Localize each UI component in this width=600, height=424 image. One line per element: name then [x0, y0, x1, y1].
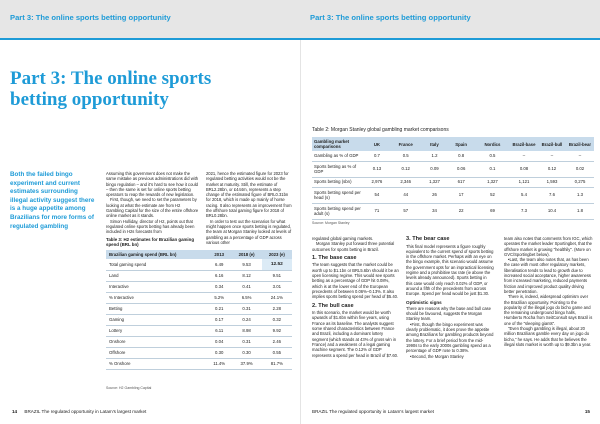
subheading-optimistic: Optimistic signs — [406, 299, 442, 305]
page-title: Part 3: The online sports betting opportunity — [10, 68, 212, 110]
cell: 5.2% — [207, 292, 232, 303]
cell: 9.51 — [262, 270, 292, 281]
cell: 0.8 — [447, 151, 475, 161]
body-column-a — [106, 171, 199, 248]
cell: 7.3 — [510, 203, 538, 219]
cell: 0.13 — [364, 161, 390, 177]
cell: 2,976 — [364, 177, 390, 187]
paragraph: There is, indeed, widespread optimism over the Brazilian opportunity. Pointing to the popularity of the illegal jogo do bicho game and the remaining underground bingo halls, Humberto Rocha from SeitConsult says Brazil is one of the "sleeping giants". — [504, 294, 593, 326]
paragraph: •Last, the team also notes that, as has been the case with most other regulatory markets, liberalisation tends to lead to growth due to increased social acceptance, higher awareness from increased marketing, reduced payments friction and improved product quality driving better penetration. — [504, 257, 592, 294]
table-source: Source: Morgan Stanley — [312, 221, 350, 225]
cell: 24.1% — [262, 292, 292, 303]
column-header: Brazilian gaming spend (BRL bn) — [106, 250, 207, 259]
cell: 22 — [447, 203, 475, 219]
body-column-3 — [504, 236, 594, 347]
paragraph: First, though, we need to set the parameters by looking at what the estimate are from H2 Gambling Capital for the size of the entire offshore online market as it stands. — [106, 197, 199, 219]
row-label: Land — [106, 270, 207, 281]
paragraph: This final model represents a figure roughly equivalent to the current spend of sports betting in the offshore market. Perhaps with an eye on the bingo example, this scenario would assume the government opts for an impractical licensing regime and a prohibitive tax rate (ie above the levels already announced). Sports betting in this case would only reach 0.02% of GDP, or around a fifth of the precedents from across Europe. Spend per head would be just $1.30. — [406, 243, 494, 297]
cell: 1.8 — [566, 203, 594, 219]
cell: 0.5 — [475, 151, 510, 161]
table-title: Table 3: H2 estimates for Brazilian gaming spend (BRL bn) — [106, 236, 194, 248]
paragraph: Simon Holliday, director of H2, points out that regulated online sports betting has already been included in H2s forecasts from — [106, 218, 195, 235]
cell: 34 — [422, 203, 448, 219]
cell: 0.32 — [262, 314, 292, 325]
table-source: Source: H2 Gambling Capital — [106, 386, 152, 390]
row-label: Total gaming spend — [106, 259, 207, 270]
column-header: Italy — [422, 137, 448, 151]
lead-paragraph: Both the failed bingo experiment and current estimates surrounding illegal activity suggest there is a huge appetite among Brazilians for more forms of regulated gambling — [10, 171, 95, 230]
column-header: Gambling market comparisons — [312, 137, 364, 151]
subheading-bull-case: 2. The bull case — [312, 302, 354, 309]
cell: 0.5 — [390, 151, 422, 161]
table-row — [312, 177, 594, 187]
paragraph: regulated global gaming markets. — [312, 236, 374, 241]
cell: 0.41 — [231, 281, 261, 292]
paragraph: There are reasons why the base and bull case should be favoured, suggests the Morgan Stanley team. — [406, 305, 491, 322]
footer — [312, 409, 434, 414]
cell: 7.6 — [538, 187, 566, 203]
table-title: Table 2: Morgan Stanley global gambling market comparisons — [312, 127, 449, 133]
paragraph: 2021, hence the estimated figure for 2023 for regulated betting activities would not be the market at maturity. Still, the estimate of BRL2.28bn, or £444m, represents a step change of the estimated figure of BRL0.31bn for 2018, which is made up mainly of horse racing. It also represents an improvement from the offshore total gaming figure for 2018 of BRL0.28bn. — [206, 171, 292, 219]
column-header: France — [390, 137, 422, 151]
table-row — [106, 325, 292, 336]
cell: 1,121 — [510, 177, 538, 187]
cell: 9.53 — [231, 259, 261, 270]
cell: 37.9% — [231, 358, 261, 369]
cell: 81.7% — [262, 358, 292, 369]
cell: 8.98 — [231, 325, 261, 336]
running-header: Part 3: The online sports betting opportunity — [310, 13, 471, 22]
cell: 6.5% — [231, 292, 261, 303]
row-label: Sports betting as % of GDP — [312, 161, 364, 177]
cell: 0.09 — [422, 161, 448, 177]
page-number: 15 — [584, 409, 590, 414]
body-column-1 — [312, 236, 400, 358]
cell: 0.30 — [231, 347, 261, 358]
cell: 2.28 — [262, 303, 292, 314]
table-row — [106, 303, 292, 314]
cell: 2,346 — [390, 177, 422, 187]
paragraph: team also notes that comments from IGC, which operates the market leader Sportingbet, that the offshore market is growing "healthily". (More on GVC/Sportingbet below). — [504, 236, 593, 257]
table-row — [312, 161, 594, 177]
cell: 54 — [364, 187, 390, 203]
row-label: Betting — [106, 303, 207, 314]
cell: 617 — [447, 177, 475, 187]
cell: – — [538, 151, 566, 161]
table-row — [106, 358, 292, 369]
cell: 0.30 — [207, 347, 232, 358]
cell: 44 — [390, 187, 422, 203]
column-header: 2023 (e) — [262, 250, 292, 259]
cell: 0.12 — [538, 161, 566, 177]
cell: 0.24 — [231, 314, 261, 325]
cell: 6.16 — [207, 270, 232, 281]
cell: 1.2 — [422, 151, 448, 161]
page-number: 14 — [12, 409, 18, 414]
cell: 0.06 — [447, 161, 475, 177]
cell: 0.17 — [207, 314, 232, 325]
row-label: Onshore — [106, 336, 207, 347]
paragraph: In this scenario, the market would be worth upwards of $1.6bn within five years, using France as its baseline. The analysts suggest some shared characteristics between France and Brazil, including a dominant lottery segment (which stands at 43% of gross win in France) and a weakness of a legal gaming machine segment. The 0.12% of GDP represents a spend per head in Brazil of $7.60. — [312, 310, 399, 358]
row-label: Gaming — [106, 314, 207, 325]
subheading-bear-case: 3. The bear case — [406, 236, 450, 242]
cell: 0.7 — [364, 151, 390, 161]
paragraph: The team suggests that the market could be worth up to $1.1bn or BRL5.6bn should it be an open licensing regime. This would see sports betting as a percentage of GDP hit 0.08%, which is at the lower end of the European precedents of between 0.06%–0.13%. It also implies sports betting spend per head of $5.40. — [312, 262, 399, 300]
table-row — [106, 281, 292, 292]
header-bar — [300, 0, 600, 40]
row-label: Sports betting (sbn) — [312, 177, 364, 187]
column-header: Brazil-bear — [566, 137, 594, 151]
table-row — [312, 151, 594, 161]
row-label: Sports betting spend per adult (s) — [312, 203, 364, 219]
paragraph: Assuming this government does not make the same mistake as previous administrations did with bingo regulation – and it's hard to see how it could – then the same is set for online sports betting operators to reap the rewards of new legislation. — [106, 171, 199, 198]
column-header: Brazil-base — [510, 137, 538, 151]
cell: 9.92 — [262, 325, 292, 336]
table-row — [106, 292, 292, 303]
row-label: Sports betting spend per head (s) — [312, 187, 364, 203]
cell: 0.34 — [207, 281, 232, 292]
cell: 12.52 — [262, 259, 292, 270]
cell: 0.55 — [262, 347, 292, 358]
cell: 6.49 — [207, 259, 232, 270]
cell: 10.4 — [538, 203, 566, 219]
cell: 17 — [447, 187, 475, 203]
cell: 6.11 — [207, 325, 232, 336]
paragraph: "Even though gambling is illegal, about 20 million Brazilians gamble every day on jogo do bicho," he says. He adds that he believes the illegal slots market is worth up to $9.3bn a year. — [504, 326, 592, 347]
paragraph: Morgan Stanley put forward three potential outcomes for sports betting in Brazil. — [312, 241, 395, 252]
column-header: Spain — [447, 137, 475, 151]
footer — [12, 409, 146, 414]
cell: 5.4 — [510, 187, 538, 203]
table-row — [312, 187, 594, 203]
cell: 3.01 — [262, 281, 292, 292]
column-header: UK — [364, 137, 390, 151]
cell: 71 — [364, 203, 390, 219]
table-header-row — [312, 137, 594, 151]
row-label: Offshore — [106, 347, 207, 358]
cell: 1.3 — [566, 187, 594, 203]
table-row — [106, 270, 292, 281]
cell: 1,327 — [422, 177, 448, 187]
gambling-comparison-table — [312, 137, 594, 220]
cell: 0.08 — [510, 161, 538, 177]
footer-text: BRAZIL The regulated opportunity in Latam's largest market — [312, 409, 434, 414]
column-header: 2018 (e) — [231, 250, 261, 259]
header-bar — [0, 0, 300, 40]
cell: 2.46 — [262, 336, 292, 347]
row-label: % Onshore — [106, 358, 207, 369]
cell: 0.31 — [231, 336, 261, 347]
right-page — [300, 0, 600, 424]
cell: 0,275 — [566, 177, 594, 187]
paragraph: In order to test out the scenarios for what might happen once sports betting is regulated, the team at Morgan Stanley looked at levels of gambling as a percentage of GDP across various other — [206, 218, 292, 245]
cell: 0.31 — [231, 303, 261, 314]
cell: 0.04 — [207, 336, 232, 347]
cell: 26 — [422, 187, 448, 203]
table-header-row — [106, 250, 292, 259]
paragraph: •Second, the Morgan Stanley — [410, 353, 464, 359]
table-row — [106, 336, 292, 347]
cell: 11.4% — [207, 358, 232, 369]
table-row — [106, 314, 292, 325]
cell: 0.02 — [566, 161, 594, 177]
cell: 69 — [475, 203, 510, 219]
cell: 57 — [390, 203, 422, 219]
column-header: Nordics — [475, 137, 510, 151]
table-row — [312, 203, 594, 219]
cell: 0.21 — [207, 303, 232, 314]
cell: 8.12 — [231, 270, 261, 281]
subheading-base-case: 1. The base case — [312, 254, 357, 261]
table-row — [106, 259, 292, 270]
table-row — [106, 347, 292, 358]
cell: – — [510, 151, 538, 161]
body-column-b — [206, 171, 294, 245]
body-column-2 — [406, 236, 494, 359]
cell: 0.12 — [390, 161, 422, 177]
footer-text: BRAZIL The regulated opportunity in Latam's largest market — [24, 409, 147, 414]
row-label: % Interactive — [106, 292, 207, 303]
cell: 0.1 — [475, 161, 510, 177]
cell: – — [566, 151, 594, 161]
row-label: Lottery — [106, 325, 207, 336]
gaming-spend-table — [106, 250, 292, 370]
cell: 1,593 — [538, 177, 566, 187]
column-header: 2013 — [207, 250, 232, 259]
paragraph: •First, though the bingo experiment was clearly problematic, it does prove the appetite among Brazilians for gambling products beyond the lottery. For a brief period from the mid-1990s to the early 2000s gambling spend as a percentage of GDP rose to 0.38%. — [406, 321, 494, 354]
cell: 52 — [475, 187, 510, 203]
running-header: Part 3: The online sports betting opportunity — [10, 13, 171, 22]
row-label: Gambling as % of GDP — [312, 151, 364, 161]
cell: 1,327 — [475, 177, 510, 187]
row-label: Interactive — [106, 281, 207, 292]
column-header: Brazil-bull — [538, 137, 566, 151]
